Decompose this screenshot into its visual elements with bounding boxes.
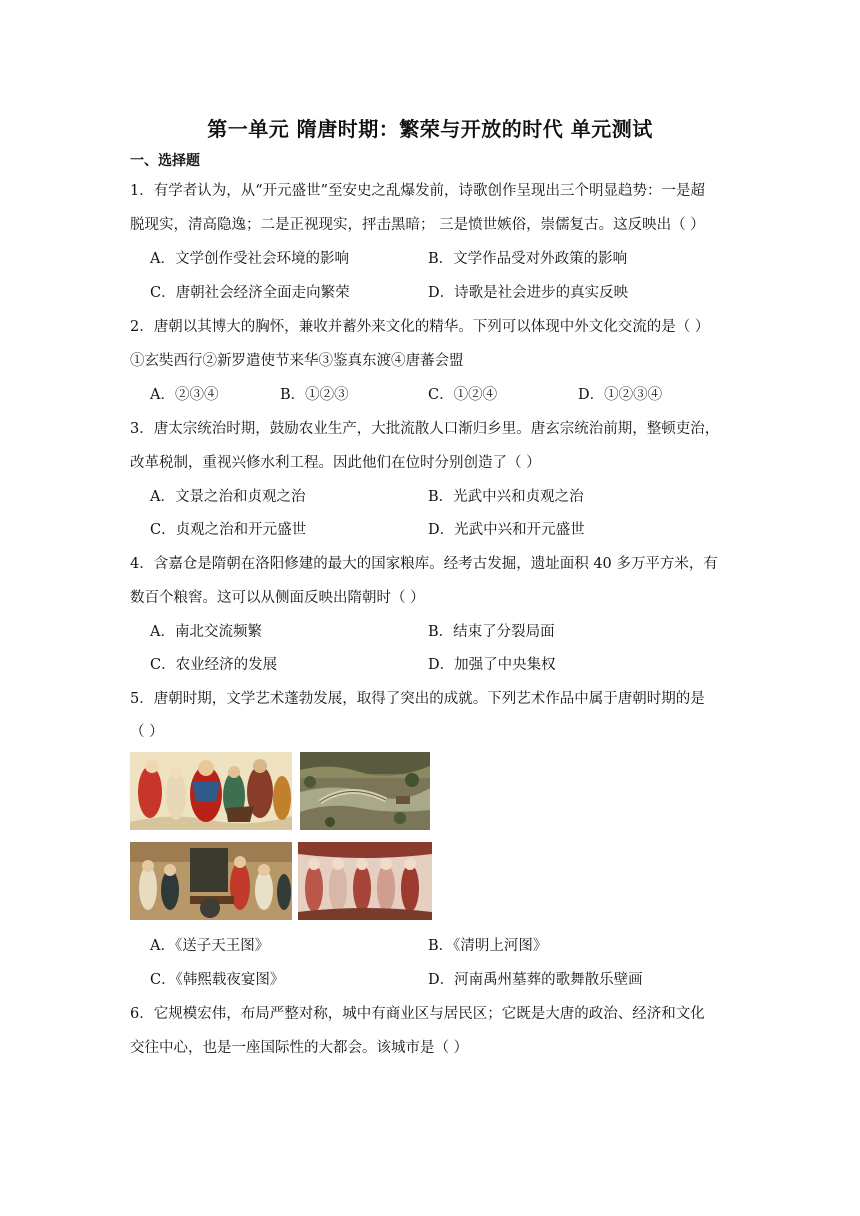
question-2-option-d[interactable]: D．①②③④	[578, 387, 663, 403]
question-5-line-1: 5．唐朝时期，文学艺术蓬勃发展，取得了突出的成就。下列艺术作品中属于唐朝时期的是	[130, 691, 705, 707]
painting-c-art	[130, 842, 292, 920]
question-5-option-d[interactable]: D．河南禹州墓葬的歌舞散乐壁画	[428, 972, 643, 988]
question-1-line-1: 1．有学者认为，从“开元盛世”至安史之乱爆发前，诗歌创作呈现出三个明显趋势：一是超	[130, 183, 706, 199]
question-6-line-2: 交往中心，也是一座国际性的大都会。该城市是（ ）	[130, 1040, 469, 1056]
question-2-option-c[interactable]: C．①②④	[428, 387, 498, 403]
question-4-line-2: 数百个粮窖。这可以从侧面反映出隋朝时（ ）	[130, 590, 425, 606]
painting-d-art	[298, 842, 432, 920]
question-3-option-b[interactable]: B．光武中兴和贞观之治	[428, 489, 584, 505]
painting-d-image	[298, 842, 432, 920]
question-4-option-c[interactable]: C．农业经济的发展	[150, 657, 278, 673]
question-3-option-c[interactable]: C．贞观之治和开元盛世	[150, 522, 307, 538]
question-1-option-a[interactable]: A．文学创作受社会环境的影响	[150, 251, 349, 267]
question-1-option-d[interactable]: D．诗歌是社会进步的真实反映	[428, 285, 629, 301]
question-2-option-b[interactable]: B．①②③	[280, 387, 349, 403]
question-4-option-a[interactable]: A．南北交流频繁	[150, 624, 262, 640]
painting-c-image	[130, 842, 292, 920]
question-6-line-1: 6．它规模宏伟，布局严整对称，城中有商业区与居民区；它既是大唐的政治、经济和文化	[130, 1006, 705, 1022]
question-4-line-1: 4．含嘉仓是隋朝在洛阳修建的最大的国家粮库。经考古发掘，遗址面积 40 多万平方米，有	[130, 556, 718, 572]
painting-a-art	[130, 752, 292, 830]
question-3-option-d[interactable]: D．光武中兴和开元盛世	[428, 522, 585, 538]
question-1-option-b[interactable]: B．文学作品受对外政策的影响	[428, 251, 628, 267]
question-5-line-2: （ ）	[130, 724, 164, 740]
question-1-line-2: 脱现实，清高隐逸；二是正视现实，抨击黑暗； 三是愤世嫉俗，崇儒复古。这反映出（ ）	[130, 217, 705, 233]
question-4-option-d[interactable]: D．加强了中央集权	[428, 657, 556, 673]
painting-a-image	[130, 752, 292, 830]
question-5-option-b[interactable]: B．《清明上河图》	[428, 938, 548, 954]
question-2-line-2: ①玄奘西行②新罗遣使节来华③鉴真东渡④唐蕃会盟	[130, 353, 464, 369]
question-5-option-a[interactable]: A．《送子天王图》	[150, 938, 270, 954]
question-3-option-a[interactable]: A．文景之治和贞观之治	[150, 489, 306, 505]
question-5-option-c[interactable]: C．《韩熙载夜宴图》	[150, 972, 285, 988]
section-heading: 一、选择题	[130, 153, 200, 169]
painting-b-image	[300, 752, 430, 830]
question-2-option-a[interactable]: A．②③④	[150, 387, 219, 403]
question-3-line-2: 改革税制，重视兴修水利工程。因此他们在位时分别创造了（ ）	[130, 455, 541, 471]
question-2-line-1: 2．唐朝以其博大的胸怀，兼收并蓄外来文化的精华。下列可以体现中外文化交流的是（ ）	[130, 319, 710, 335]
question-3-line-1: 3．唐太宗统治时期，鼓励农业生产，大批流散人口渐归乡里。唐玄宗统治前期，整顿吏治，	[130, 421, 720, 437]
question-4-option-b[interactable]: B．结束了分裂局面	[428, 624, 555, 640]
question-1-option-c[interactable]: C．唐朝社会经济全面走向繁荣	[150, 285, 350, 301]
page-title: 第一单元 隋唐时期：繁荣与开放的时代 单元测试	[207, 117, 653, 141]
painting-b-art	[300, 752, 430, 830]
